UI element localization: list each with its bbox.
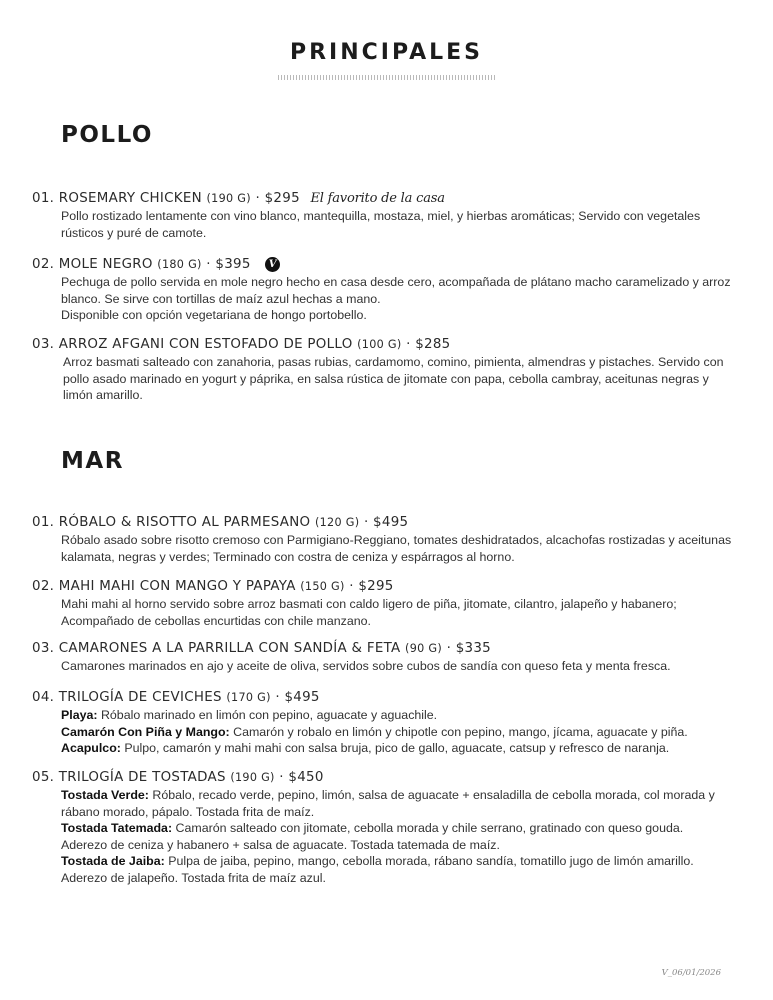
sub-item-text: Pulpo, camarón y mahi mahi con salsa bruja, pico de gallo, aguacate, catsup y refresco de naranja. [124, 741, 670, 755]
item-weight: (190 G) [206, 192, 251, 205]
item-weight: (170 G) [226, 691, 271, 704]
item-description: Camarones marinados en ajo y aceite de oliva, servidos sobre cubos de sandía con queso feta y menta fresca. [61, 659, 671, 673]
item-name: RÓBALO & RISOTTO AL PARMESANO [58, 515, 311, 530]
item-price: · $295 [349, 579, 394, 594]
item-name: MAHI MAHI CON MANGO Y PAPAYA [58, 579, 296, 594]
sub-item-label: Acapulco: [61, 741, 121, 755]
menu-item-arroz-afgani [32, 336, 732, 404]
item-heading [32, 640, 732, 658]
section-title-pollo: POLLO [61, 122, 153, 148]
item-description: Arroz basmati salteado con zanahoria, pasas rubias, cardamomo, comino, pimienta, almendras y pistaches. Servido con pollo asado marinado en yogurt y páprika, en salsa rústica de jitomate con papa, cebolla cambray, aceitunas negras y limón amarillo. [63, 355, 724, 402]
page-title: PRINCIPALES [289, 40, 483, 65]
house-favorite-tag: El favorito de la casa [310, 191, 445, 206]
title-divider [278, 75, 496, 80]
menu-item-mahi-mahi [32, 578, 732, 629]
item-note: Disponible con opción vegetariana de hongo portobello. [61, 308, 367, 322]
item-price: · $335 [446, 641, 492, 656]
sub-item-label: Camarón Con Piña y Mango: [61, 724, 230, 739]
vegetarian-icon: V [265, 257, 280, 272]
sub-item [61, 707, 732, 724]
version-stamp: V_06/01/2026 [661, 968, 721, 978]
sub-item-text: Camarón y robalo en limón y chipotle con pepino, mango, jícama, aguacate y piña. [233, 724, 688, 739]
item-price: · $495 [275, 690, 320, 705]
item-number: 04. [32, 690, 55, 705]
menu-item-mole-negro [32, 256, 732, 324]
sub-item-label: Tostada Tatemada: [61, 821, 173, 835]
sub-item-text: Róbalo marinado en limón con pepino, aguacate y aguachile. [100, 708, 438, 722]
section-title-mar: MAR [61, 448, 124, 474]
item-number: 03. [32, 641, 55, 656]
item-weight: (190 G) [230, 771, 275, 784]
sub-item-text: Róbalo, recado verde, pepino, limón, salsa de aguacate + ensaladilla de cebolla morada, col morada y rábano morado, pápalo. Tostada frita de maíz. [61, 788, 715, 819]
sub-item [61, 740, 732, 757]
menu-item-rosemary-chicken [32, 190, 732, 241]
sub-item-label: Tostada de Jaiba: [61, 854, 165, 868]
item-heading [32, 578, 732, 596]
item-heading [32, 689, 732, 707]
menu-item-trilogia-tostadas [32, 769, 732, 886]
item-name: ROSEMARY CHICKEN [58, 191, 202, 206]
item-name: CAMARONES A LA PARRILLA CON SANDÍA & FETA [58, 641, 401, 656]
item-price: · $395 [206, 257, 251, 272]
item-heading [32, 769, 732, 787]
item-price: · $285 [406, 337, 451, 352]
item-number: 01. [32, 515, 55, 530]
item-description: Pollo rostizado lentamente con vino blanco, mantequilla, mostaza, miel, y hierbas aromáticas; Servido con vegetales rústicos y puré de camote. [61, 209, 701, 240]
item-heading [32, 514, 732, 532]
item-weight: (150 G) [300, 580, 345, 593]
item-name: TRILOGÍA DE CEVICHES [58, 690, 222, 705]
item-price: · $295 [255, 191, 300, 206]
sub-item [61, 724, 732, 741]
item-weight: (180 G) [157, 258, 202, 271]
sub-item-text: Camarón salteado con jitomate, cebolla morada y chile serrano, gratinado con queso gouda. Aderezo de ceniza y habanero + salsa de aguacate. Tostada tatemada de maíz. [61, 821, 684, 852]
item-number: 05. [32, 770, 55, 785]
item-heading [32, 336, 732, 354]
item-number: 01. [32, 191, 55, 206]
item-heading [32, 190, 732, 208]
item-price: · $495 [363, 515, 409, 530]
sub-item [61, 787, 732, 820]
item-name: ARROZ AFGANI CON ESTOFADO DE POLLO [58, 337, 353, 352]
menu-item-robalo-risotto [32, 514, 732, 565]
item-price: · $450 [279, 770, 324, 785]
item-weight: (100 G) [357, 338, 402, 351]
item-description: Mahi mahi al horno servido sobre arroz basmati con caldo ligero de piña, jitomate, cilantro, jalapeño y habanero; Acompañado de cebollas encurtidas con chile manzano. [61, 597, 677, 628]
item-number: 02. [32, 579, 55, 594]
item-description: Pechuga de pollo servida en mole negro hecho en casa desde cero, acompañada de plátano macho caramelizado y arroz blanco. Se sirve con tortillas de maíz azul hechas a mano. [61, 275, 731, 306]
item-heading [32, 256, 732, 274]
item-weight: (120 G) [314, 516, 360, 529]
item-description: Róbalo asado sobre risotto cremoso con Parmigiano-Reggiano, tomates deshidratados, alcachofas rostizadas y aceitunas kalamata, negras y verdes; Terminado con costra de ceniza y espárragos al horno. [61, 533, 732, 564]
item-weight: (90 G) [405, 642, 443, 655]
menu-item-trilogia-ceviches [32, 689, 732, 757]
sub-item [61, 853, 732, 886]
item-name: TRILOGÍA DE TOSTADAS [58, 770, 226, 785]
sub-item [61, 820, 732, 853]
item-name: MOLE NEGRO [58, 257, 153, 272]
sub-item-text: Pulpa de jaiba, pepino, mango, cebolla morada, rábano sandía, tomatillo jugo de limón amarillo. Aderezo de jalapeño. Tostada frita de maíz azul. [61, 854, 694, 885]
item-number: 03. [32, 337, 55, 352]
sub-item-label: Tostada Verde: [61, 788, 149, 802]
menu-item-camarones-parrilla [32, 640, 732, 675]
sub-item-label: Playa: [61, 708, 98, 722]
item-number: 02. [32, 257, 55, 272]
